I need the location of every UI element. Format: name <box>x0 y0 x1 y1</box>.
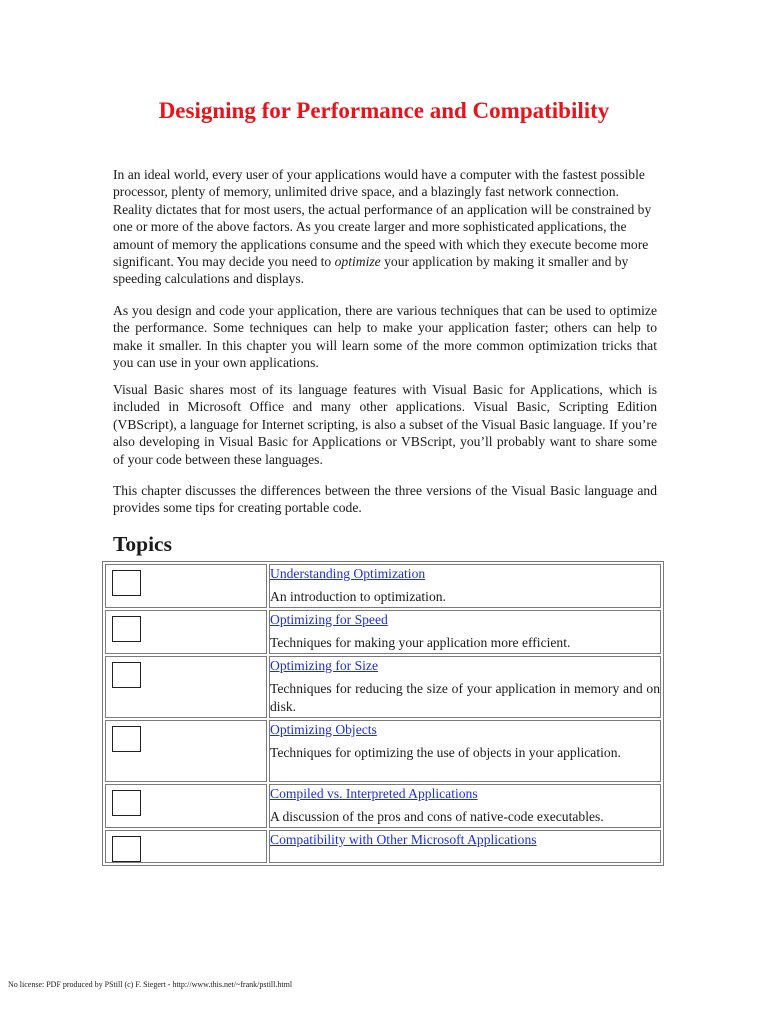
topic-icon-cell <box>105 830 267 863</box>
topic-icon-cell <box>105 720 267 782</box>
paragraph-text: Visual Basic shares most of its language features with Visual Basic for Applications, which is included in Microsoft Office and many other applications. Visual Basic, Scripting Edition (VBScript), a language for Internet scripting, is also a subset of the Visual Basic language. If you’re also developing in Visual Basic for Applications or VBScript, you’ll probably want to share some of your code between these languages. <box>113 382 657 467</box>
paragraph-text-end: your application by making it smaller and by speeding calculations and displays. <box>113 254 629 287</box>
paragraph-text: As you design and code your application, there are various techniques that can be used to optimize the performance. Some techniques can help to make your application faster; others can help to make it smaller. In this chapter you will learn some of the more common optimization tricks that you can use in your own applications. <box>113 303 657 371</box>
topic-description: An introduction to optimization. <box>270 589 446 605</box>
table-row <box>105 720 661 782</box>
topic-description: Techniques for making your application more efficient. <box>270 635 571 651</box>
table-row <box>105 830 661 863</box>
intro-paragraph-3 <box>113 381 657 468</box>
topic-box-icon <box>112 616 141 642</box>
topic-link-compiled-vs-interpreted[interactable]: Compiled vs. Interpreted Applications <box>270 786 478 801</box>
table-row <box>105 656 661 718</box>
topic-icon-cell <box>105 784 267 828</box>
topic-box-icon <box>112 836 141 862</box>
topics-heading: Topics <box>113 532 172 556</box>
topic-link-understanding-optimization[interactable]: Understanding Optimization <box>270 566 426 581</box>
topic-icon-cell <box>105 610 267 654</box>
topic-link-optimizing-for-size[interactable]: Optimizing for Size <box>270 658 378 673</box>
topic-link-compatibility[interactable]: Compatibility with Other Microsoft Applications <box>270 832 537 847</box>
topic-description-cell <box>269 656 661 718</box>
topic-description-cell <box>269 720 661 782</box>
topic-box-icon <box>112 570 141 596</box>
table-row <box>105 564 661 608</box>
topic-description: Techniques for reducing the size of your application in memory and on disk. <box>270 681 660 714</box>
topic-link-optimizing-objects[interactable]: Optimizing Objects <box>270 722 377 737</box>
topic-description-cell <box>269 830 661 863</box>
topic-description-cell <box>269 610 661 654</box>
intro-paragraph-2 <box>113 302 657 372</box>
topic-box-icon <box>112 790 141 816</box>
intro-paragraph-4 <box>113 482 657 517</box>
topic-icon-cell <box>105 656 267 718</box>
topics-table <box>102 561 664 866</box>
topic-description-cell <box>269 784 661 828</box>
emphasized-word: optimize <box>334 254 381 270</box>
topic-description-cell <box>269 564 661 608</box>
paragraph-text <box>113 166 657 288</box>
topic-box-icon <box>112 662 141 688</box>
page-title: Designing for Performance and Compatibility <box>158 98 610 123</box>
pdf-producer-footer: No license: PDF produced by PStill (c) F. Siegert - http://www.this.net/~frank/pstill.html <box>8 980 293 989</box>
topic-description: A discussion of the pros and cons of native-code executables. <box>270 809 604 825</box>
table-row <box>105 610 661 654</box>
topic-description: Techniques for optimizing the use of objects in your application. <box>270 745 621 761</box>
paragraph-text: This chapter discusses the differences between the three versions of the Visual Basic language and provides some tips for creating portable code. <box>113 483 657 516</box>
topic-link-optimizing-for-speed[interactable]: Optimizing for Speed <box>270 612 388 627</box>
topic-icon-cell <box>105 564 267 608</box>
intro-paragraph-1 <box>113 166 657 288</box>
paragraph-text-start: In an ideal world, every user of your applications would have a computer with the fastest possible processor, plenty of memory, unlimited drive space, and a blazingly fast network connection. Reality dictates that for most users, the actual performance of an application will be constrained by one or more of the above factors. As you create larger and more sophisticated applications, the amount of memory the applications consume and the speed with which they execute become more significant. You may decide you need to <box>113 167 652 270</box>
topic-box-icon <box>112 726 141 752</box>
table-row <box>105 784 661 828</box>
